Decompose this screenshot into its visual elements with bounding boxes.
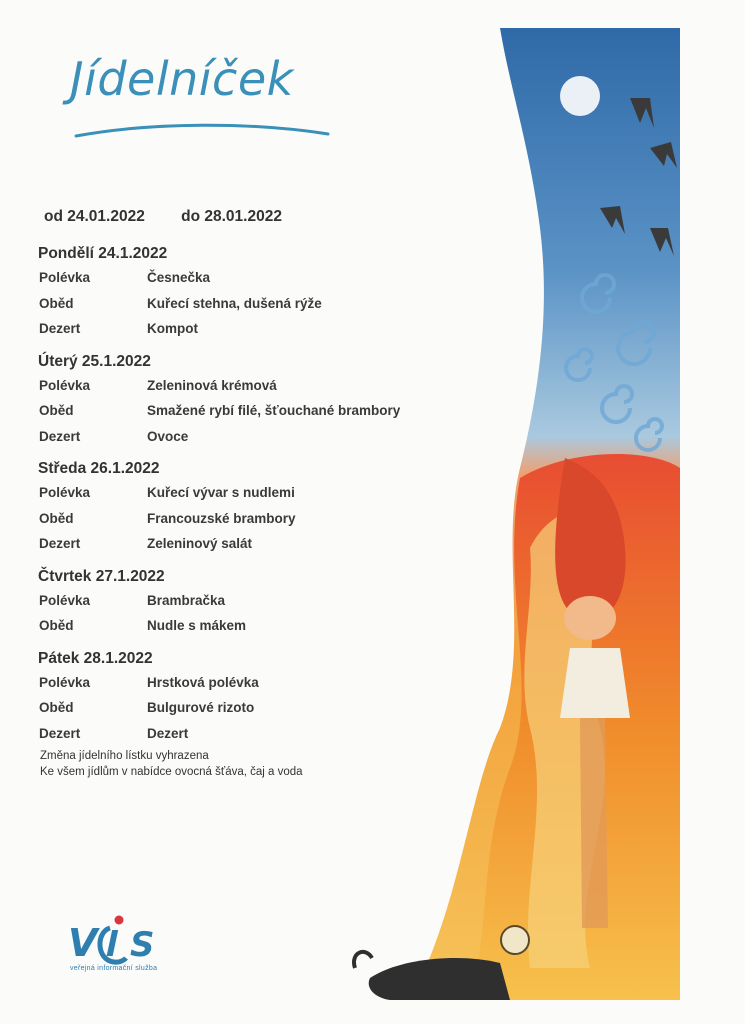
category-label: Polévka [39, 270, 91, 285]
menu-notes [40, 748, 303, 780]
dish-name: Ovoce [147, 428, 189, 444]
dish-name: Zeleninová krémová [147, 377, 277, 393]
date-to: do 28.01.2022 [181, 208, 282, 225]
category-label: Polévka [39, 485, 91, 500]
dish-name: Hrstková polévka [147, 674, 259, 690]
category-label: Oběd [39, 403, 74, 418]
dish-name: Dezert [147, 725, 189, 741]
note-change-reserved: Změna jídelního lístku vyhrazena [40, 750, 209, 762]
logo-caption: veřejná informační služba [70, 965, 158, 972]
category-label: Polévka [39, 592, 91, 608]
category-label: Dezert [39, 536, 81, 551]
dish-name: Francouzské brambory [147, 510, 296, 526]
witch-fire-illustration [350, 28, 680, 1000]
title-underline [72, 118, 332, 144]
category-label: Oběd [39, 618, 74, 633]
dish-name: Bulgurové rizoto [147, 700, 255, 715]
dish-name: Nudle s mákem [147, 618, 247, 633]
date-range [44, 208, 282, 226]
dish-name: Brambračka [147, 592, 226, 608]
day-title: Pondělí 24.1.2022 [38, 245, 168, 262]
dish-name: Česnečka [147, 270, 211, 285]
dish-name: Kuřecí stehna, dušená rýže [147, 295, 322, 311]
category-label: Polévka [39, 377, 91, 393]
day-title: Čtvrtek 27.1.2022 [38, 567, 165, 585]
category-label: Oběd [39, 295, 74, 311]
category-label: Dezert [39, 321, 81, 336]
day-title: Středa 26.1.2022 [38, 460, 160, 477]
category-label: Dezert [39, 428, 81, 444]
category-label: Oběd [39, 510, 74, 526]
day-title: Úterý 25.1.2022 [38, 352, 151, 370]
day-title: Pátek 28.1.2022 [38, 649, 153, 667]
page-title: Jídelníček [70, 52, 294, 106]
dish-name: Kompot [147, 321, 198, 336]
note-drinks: Ke všem jídlům v nabídce ovocná šťáva, čaj a voda [40, 766, 303, 778]
svg-text:V: V [68, 921, 98, 965]
category-label: Dezert [39, 725, 81, 741]
svg-text:S: S [130, 925, 155, 965]
category-label: Oběd [39, 700, 74, 715]
date-from: od 24.01.2022 [44, 208, 145, 225]
dish-name: Smažené rybí filé, šťouchané brambory [147, 403, 401, 418]
dish-name: Zeleninový salát [147, 536, 253, 551]
dish-name: Kuřecí vývar s nudlemi [147, 485, 295, 500]
category-label: Polévka [39, 674, 91, 690]
